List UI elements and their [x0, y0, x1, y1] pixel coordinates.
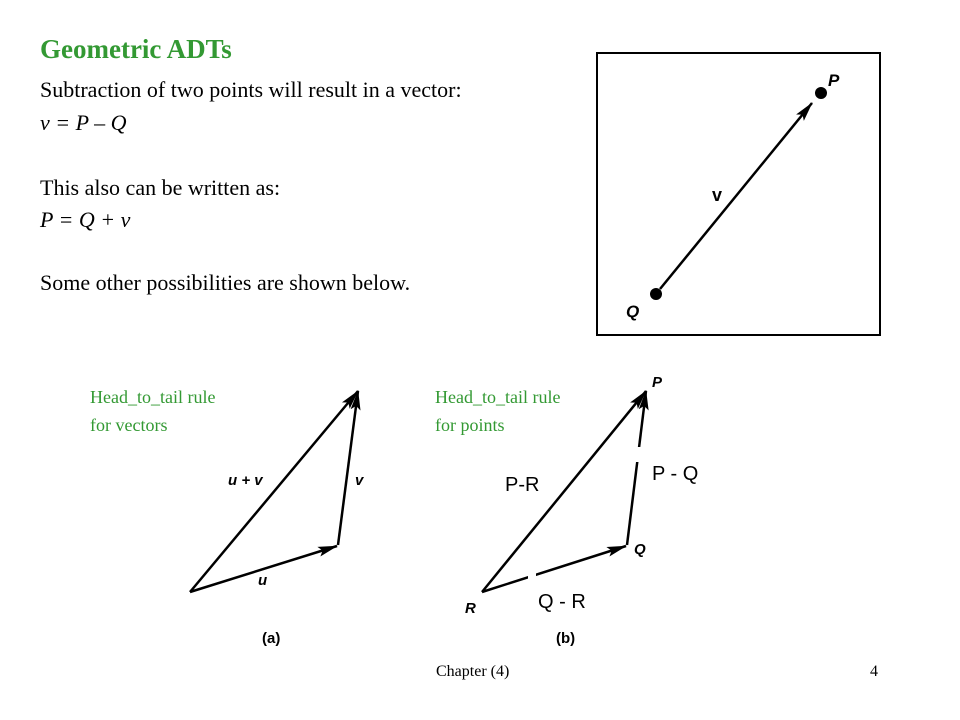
vector-q-minus-r-arrow — [482, 546, 626, 592]
label-q-minus-r: Q - R — [538, 591, 586, 613]
line-gap-mask — [634, 447, 642, 462]
point-q-label-b: Q — [634, 541, 646, 558]
point-r-label: R — [465, 600, 476, 617]
footer-page-number: 4 — [870, 663, 878, 680]
panel-label-b: (b) — [556, 630, 576, 647]
body-line-equation-p: P = Q + v — [40, 207, 131, 232]
vector-v-arrow — [660, 103, 812, 289]
figure-a-caption-line1: Head_to_tail rule — [90, 387, 216, 407]
line-gap-mask — [528, 570, 536, 580]
body-line-possibilities: Some other possibilities are shown below. — [40, 270, 411, 295]
point-q-dot — [650, 288, 662, 300]
label-p-minus-r: P-R — [505, 474, 540, 496]
vector-v-arrow-a — [338, 391, 358, 545]
point-p-label: P — [828, 71, 840, 90]
figure-a-caption-line2: for vectors — [90, 415, 168, 435]
label-v-a: v — [355, 472, 364, 489]
point-p-label-b: P — [652, 374, 663, 391]
body-line-rewrite: This also can be written as: — [40, 175, 281, 200]
point-p-dot — [815, 87, 827, 99]
slide-title: Geometric ADTs — [40, 34, 232, 64]
figure-vector-subtraction — [597, 53, 880, 335]
figure-b-points — [435, 374, 698, 647]
vector-u-plus-v-arrow — [190, 391, 358, 592]
figure-b-caption-line1: Head_to_tail rule — [435, 387, 561, 407]
body-line-equation-v: v = P – Q — [40, 110, 127, 135]
point-q-label: Q — [626, 302, 640, 321]
vector-p-minus-q-arrow — [627, 391, 646, 545]
footer-chapter: Chapter (4) — [436, 663, 510, 680]
figure-a-vectors — [90, 387, 365, 647]
body-line-subtraction: Subtraction of two points will result in a vector: — [40, 77, 462, 102]
vector-v-label: v — [712, 185, 723, 205]
figure-b-caption-line2: for points — [435, 415, 505, 435]
label-p-minus-q: P - Q — [652, 463, 699, 485]
panel-label-a: (a) — [262, 630, 281, 647]
label-u-plus-v: u + v — [228, 472, 263, 489]
label-u: u — [258, 572, 268, 589]
